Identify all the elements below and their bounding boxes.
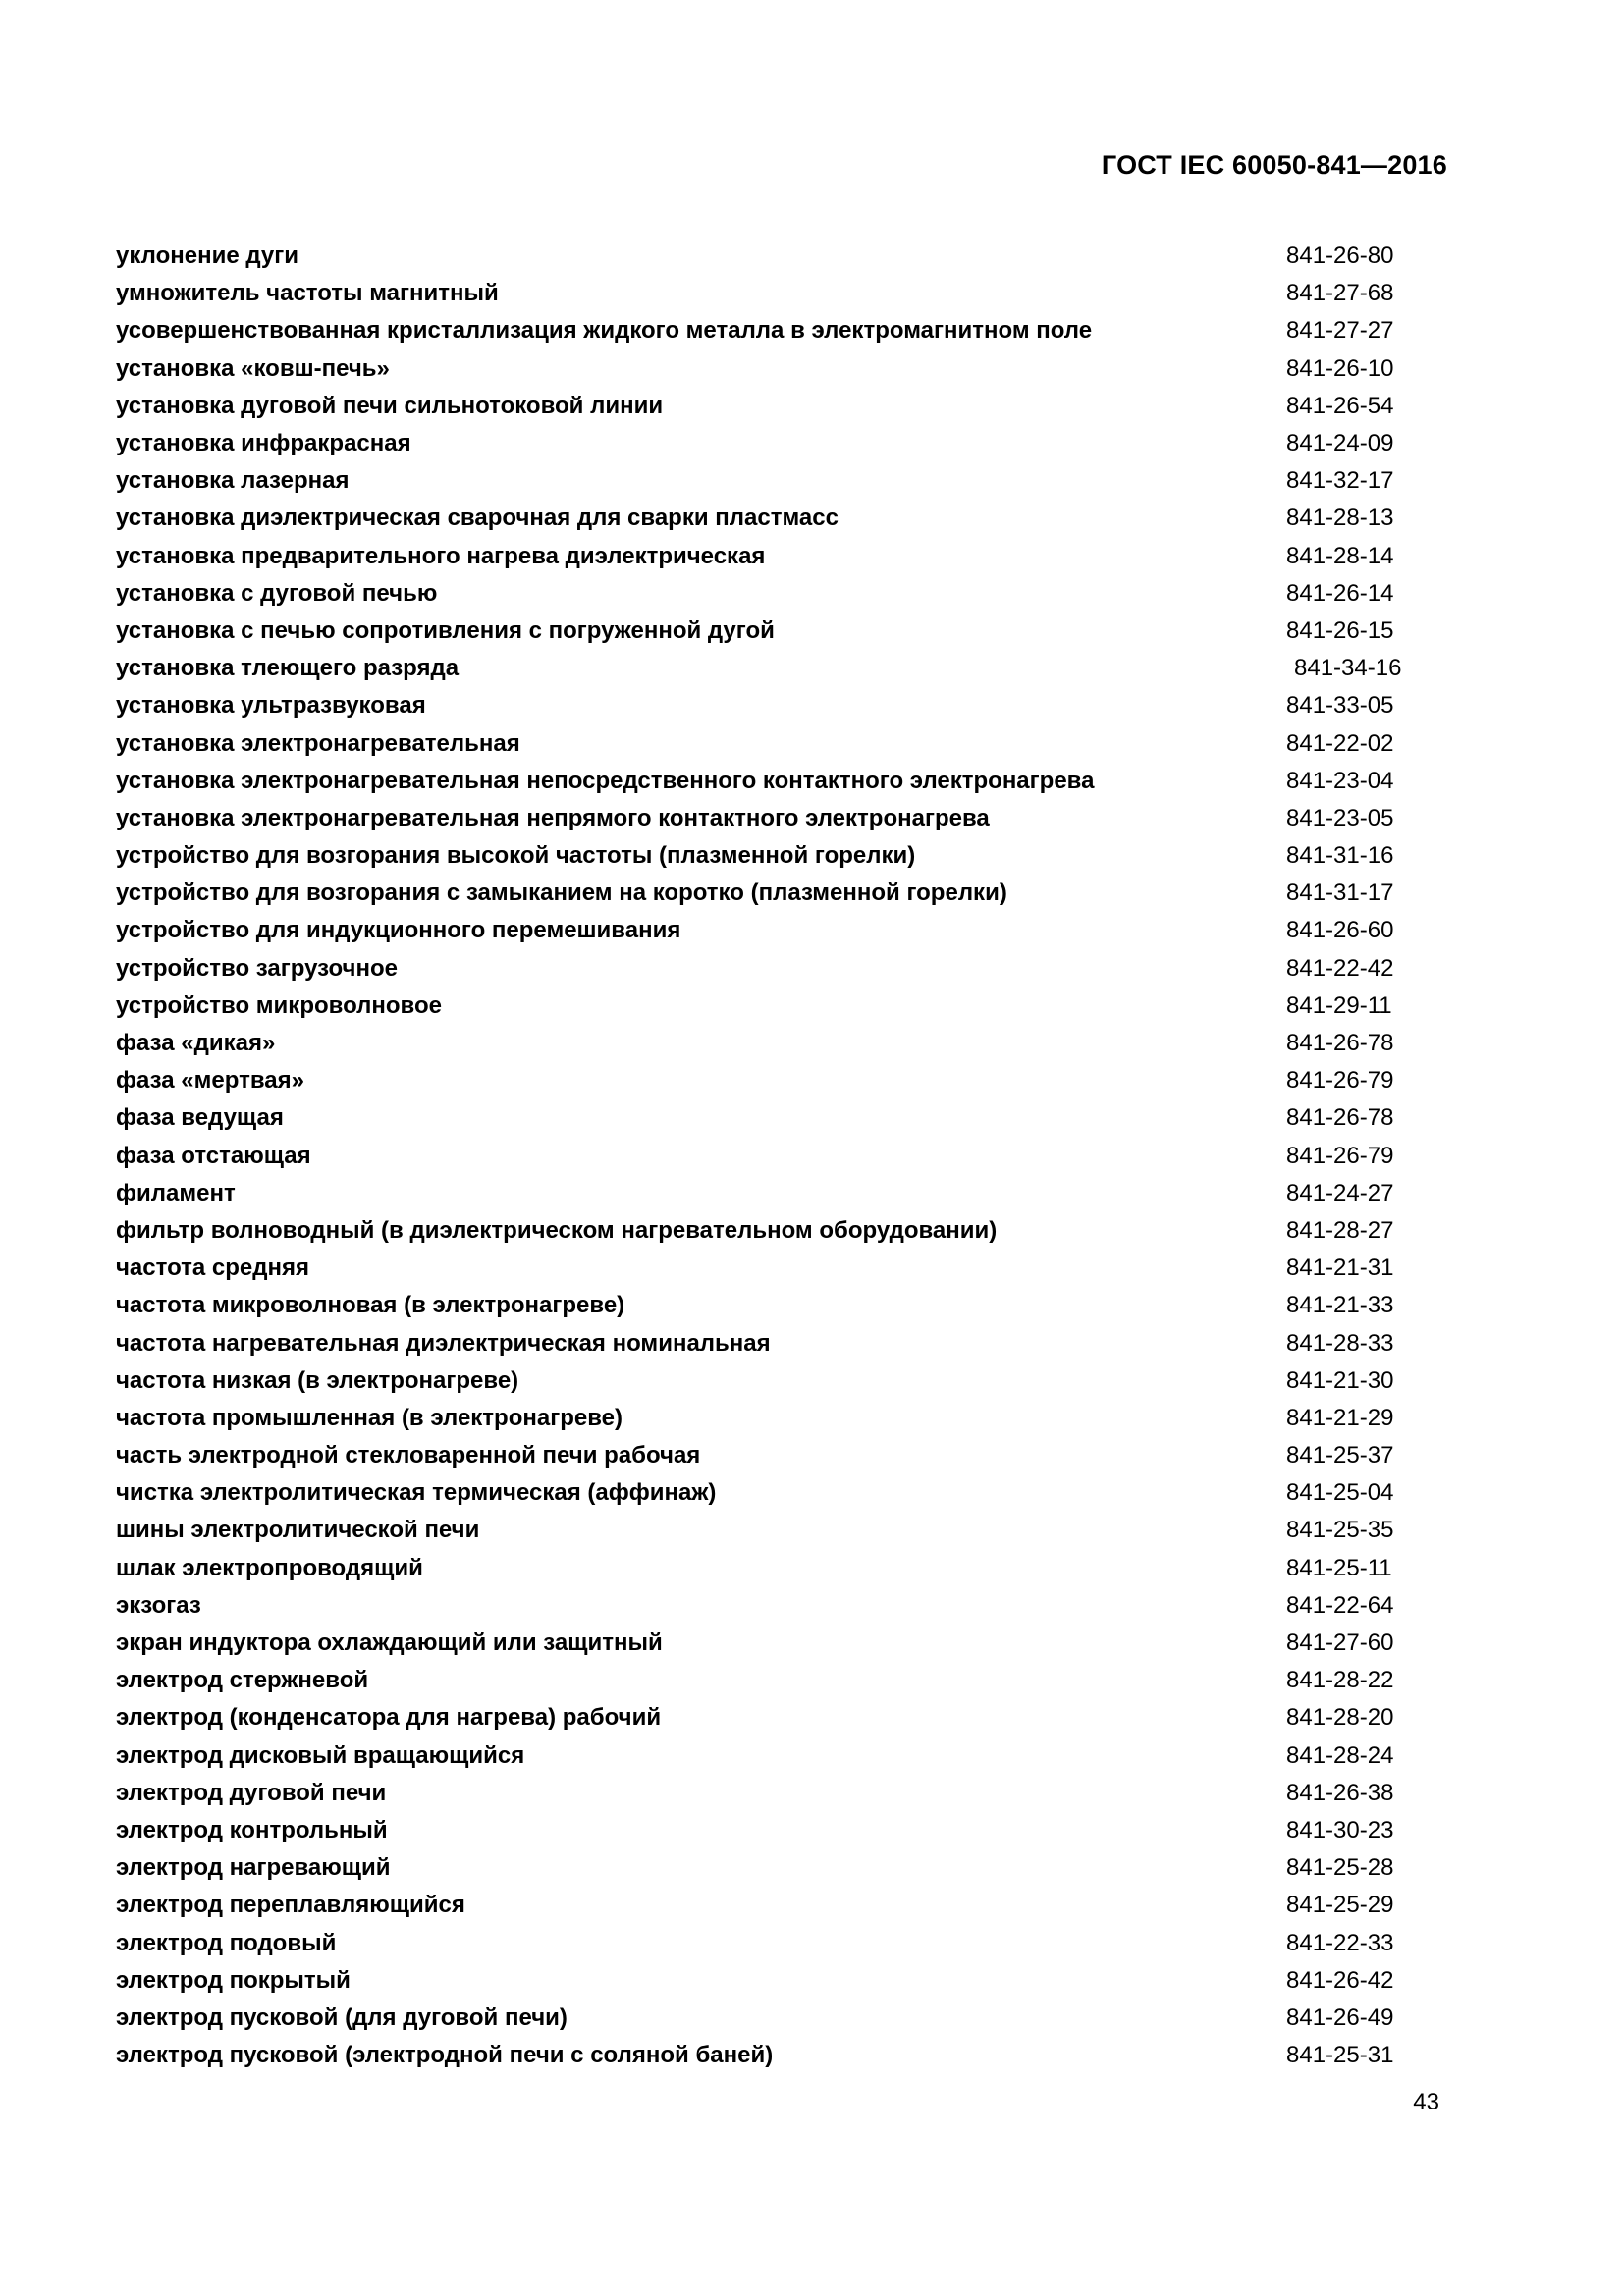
entry-term: установка лазерная <box>116 467 350 495</box>
entry-code: 841-25-37 <box>1286 1442 1394 1469</box>
entry-term: шлак электропроводящий <box>116 1554 423 1581</box>
index-entry <box>116 350 1402 388</box>
entry-term: умножитель частоты магнитный <box>116 280 499 307</box>
index-entry <box>116 1775 1402 1812</box>
entry-term: часть электродной стекловаренной печи рабочая <box>116 1442 701 1469</box>
entry-code: 841-26-78 <box>1286 1104 1394 1132</box>
entry-term: электрод подовый <box>116 1929 337 1956</box>
entry-term: фаза ведущая <box>116 1104 284 1132</box>
index-entry <box>116 1625 1402 1662</box>
index-entry <box>116 500 1402 537</box>
entry-code: 841-34-16 <box>1294 655 1402 682</box>
index-entry <box>116 1175 1402 1212</box>
index-entry <box>116 2000 1402 2037</box>
index-entry <box>116 1662 1402 1699</box>
index-entry <box>116 837 1402 875</box>
index-entry <box>116 1099 1402 1137</box>
entry-term: установка инфракрасная <box>116 430 411 457</box>
entry-code: 841-25-04 <box>1286 1479 1394 1507</box>
index-entry <box>116 462 1402 500</box>
entry-code: 841-25-28 <box>1286 1854 1394 1882</box>
document-code-header: ГОСТ IEC 60050-841—2016 <box>1101 150 1447 180</box>
index-entry <box>116 312 1402 349</box>
index-entry <box>116 1962 1402 2000</box>
entry-code: 841-24-27 <box>1286 1179 1394 1206</box>
entry-code: 841-28-13 <box>1286 505 1394 532</box>
entry-term: филамент <box>116 1179 236 1206</box>
entry-term: электрод стержневой <box>116 1667 369 1694</box>
entry-term: уклонение дуги <box>116 242 298 270</box>
entry-term: устройство для возгорания высокой частоты (плазменной горелки) <box>116 842 916 870</box>
entry-code: 841-26-79 <box>1286 1067 1394 1095</box>
index-entry <box>116 1587 1402 1625</box>
index-entry <box>116 1362 1402 1400</box>
entry-term: фильтр волноводный (в диэлектрическом нагревательном оборудовании) <box>116 1216 998 1244</box>
entry-term: электрод контрольный <box>116 1816 388 1843</box>
entry-term: фаза отстающая <box>116 1142 311 1169</box>
entry-code: 841-22-02 <box>1286 729 1394 757</box>
index-entry <box>116 650 1402 687</box>
entry-term: установка предварительного нагрева диэлектрическая <box>116 542 766 569</box>
entry-code: 841-22-42 <box>1286 954 1394 982</box>
entry-term: частота промышленная (в электронагреве) <box>116 1404 623 1431</box>
index-entry <box>116 1550 1402 1587</box>
index-entry <box>116 687 1402 724</box>
entry-code: 841-28-33 <box>1286 1329 1394 1357</box>
index-entry <box>116 1437 1402 1474</box>
entry-code: 841-32-17 <box>1286 467 1394 495</box>
index-entry <box>116 1062 1402 1099</box>
index-entry <box>116 1812 1402 1849</box>
entry-code: 841-21-29 <box>1286 1404 1394 1431</box>
index-entry <box>116 1025 1402 1062</box>
entry-term: установка дуговой печи сильнотоковой линии <box>116 392 664 419</box>
index-entry <box>116 724 1402 762</box>
entry-term: электрод дуговой печи <box>116 1779 387 1806</box>
index-entry <box>116 425 1402 462</box>
entry-term: электрод дисковый вращающийся <box>116 1741 525 1769</box>
index-entry <box>116 1849 1402 1887</box>
entry-code: 841-26-42 <box>1286 1966 1394 1994</box>
index-entry <box>116 1737 1402 1775</box>
entry-term: устройство для возгорания с замыканием на коротко (плазменной горелки) <box>116 880 1007 907</box>
index-entry <box>116 800 1402 837</box>
entry-code: 841-23-05 <box>1286 804 1394 831</box>
index-entry <box>116 1512 1402 1549</box>
entry-term: установка тлеющего разряда <box>116 655 460 682</box>
entry-code: 841-27-60 <box>1286 1629 1394 1657</box>
index-entry <box>116 950 1402 988</box>
entry-code: 841-23-04 <box>1286 767 1394 794</box>
entry-code: 841-31-17 <box>1286 880 1394 907</box>
index-entry <box>116 1287 1402 1324</box>
entry-term: установка диэлектрическая сварочная для сварки пластмасс <box>116 505 839 532</box>
entry-term: частота низкая (в электронагреве) <box>116 1366 519 1394</box>
index-entry <box>116 613 1402 650</box>
entry-code: 841-26-49 <box>1286 2003 1394 2031</box>
entry-term: установка с дуговой печью <box>116 579 438 607</box>
entry-term: шины электролитической печи <box>116 1517 480 1544</box>
entry-code: 841-26-10 <box>1286 354 1394 382</box>
entry-term: чистка электролитическая термическая (аффинаж) <box>116 1479 717 1507</box>
index-entry <box>116 575 1402 613</box>
entry-code: 841-30-23 <box>1286 1816 1394 1843</box>
entry-code: 841-26-14 <box>1286 579 1394 607</box>
index-entry <box>116 763 1402 800</box>
entry-code: 841-25-31 <box>1286 2042 1394 2069</box>
entry-code: 841-26-79 <box>1286 1142 1394 1169</box>
entry-term: электрод переплавляющийся <box>116 1892 465 1919</box>
index-entry <box>116 1212 1402 1250</box>
entry-code: 841-21-30 <box>1286 1366 1394 1394</box>
entry-code: 841-25-11 <box>1286 1554 1392 1581</box>
entry-term: электрод пусковой (для дуговой печи) <box>116 2003 568 2031</box>
entry-term: установка электронагревательная непрямого контактного электронагрева <box>116 804 990 831</box>
entry-code: 841-26-78 <box>1286 1030 1394 1057</box>
entry-term: установка «ковш-печь» <box>116 354 390 382</box>
entry-term: устройство загрузочное <box>116 954 398 982</box>
index-entry <box>116 1474 1402 1512</box>
entry-term: частота средняя <box>116 1255 309 1282</box>
entry-term: установка ультразвуковая <box>116 692 426 720</box>
entry-code: 841-25-29 <box>1286 1892 1394 1919</box>
index-entry <box>116 1138 1402 1175</box>
entry-code: 841-26-15 <box>1286 616 1394 644</box>
entry-code: 841-29-11 <box>1286 991 1392 1019</box>
entry-term: установка электронагревательная непосредственного контактного электронагрева <box>116 767 1095 794</box>
entry-code: 841-28-27 <box>1286 1216 1394 1244</box>
entry-term: установка с печью сопротивления с погруженной дугой <box>116 616 775 644</box>
index-entry <box>116 388 1402 425</box>
index-entry <box>116 1250 1402 1287</box>
entry-code: 841-26-54 <box>1286 392 1394 419</box>
index-entry <box>116 1699 1402 1736</box>
entry-term: электрод пусковой (электродной печи с соляной баней) <box>116 2042 774 2069</box>
index-entry <box>116 275 1402 312</box>
entry-term: устройство для индукционного перемешивания <box>116 917 681 944</box>
entry-term: электрод покрытый <box>116 1966 351 1994</box>
entry-code: 841-28-22 <box>1286 1667 1394 1694</box>
entry-code: 841-22-64 <box>1286 1591 1394 1619</box>
entry-code: 841-25-35 <box>1286 1517 1394 1544</box>
index-entry <box>116 988 1402 1025</box>
index-entry <box>116 1324 1402 1362</box>
entry-code: 841-28-20 <box>1286 1704 1394 1732</box>
entry-term: экран индуктора охлаждающий или защитный <box>116 1629 663 1657</box>
entry-code: 841-24-09 <box>1286 430 1394 457</box>
index-entry <box>116 1887 1402 1924</box>
index-entry <box>116 875 1402 912</box>
entry-code: 841-31-16 <box>1286 842 1394 870</box>
entry-term: электрод (конденсатора для нагрева) рабочий <box>116 1704 662 1732</box>
entry-term: фаза «мертвая» <box>116 1067 304 1095</box>
index-entry <box>116 538 1402 575</box>
entry-term: экзогаз <box>116 1591 201 1619</box>
index-list <box>116 238 1402 2074</box>
entry-code: 841-21-33 <box>1286 1292 1394 1319</box>
index-entry <box>116 2037 1402 2074</box>
index-entry <box>116 1924 1402 1961</box>
index-entry <box>116 912 1402 949</box>
entry-code: 841-26-38 <box>1286 1779 1394 1806</box>
entry-code: 841-21-31 <box>1286 1255 1394 1282</box>
entry-term: усовершенствованная кристаллизация жидкого металла в электромагнитном поле <box>116 317 1093 345</box>
entry-code: 841-28-24 <box>1286 1741 1394 1769</box>
entry-term: частота нагревательная диэлектрическая номинальная <box>116 1329 771 1357</box>
page-number: 43 <box>1413 2089 1439 2115</box>
entry-term: частота микроволновая (в электронагреве) <box>116 1292 625 1319</box>
entry-term: электрод нагревающий <box>116 1854 391 1882</box>
entry-code: 841-33-05 <box>1286 692 1394 720</box>
entry-term: устройство микроволновое <box>116 991 442 1019</box>
entry-term: фаза «дикая» <box>116 1030 276 1057</box>
entry-code: 841-27-68 <box>1286 280 1394 307</box>
entry-code: 841-26-60 <box>1286 917 1394 944</box>
entry-code: 841-27-27 <box>1286 317 1394 345</box>
entry-code: 841-28-14 <box>1286 542 1394 569</box>
index-entry <box>116 238 1402 275</box>
entry-term: установка электронагревательная <box>116 729 520 757</box>
index-entry <box>116 1400 1402 1437</box>
entry-code: 841-26-80 <box>1286 242 1394 270</box>
entry-code: 841-22-33 <box>1286 1929 1394 1956</box>
